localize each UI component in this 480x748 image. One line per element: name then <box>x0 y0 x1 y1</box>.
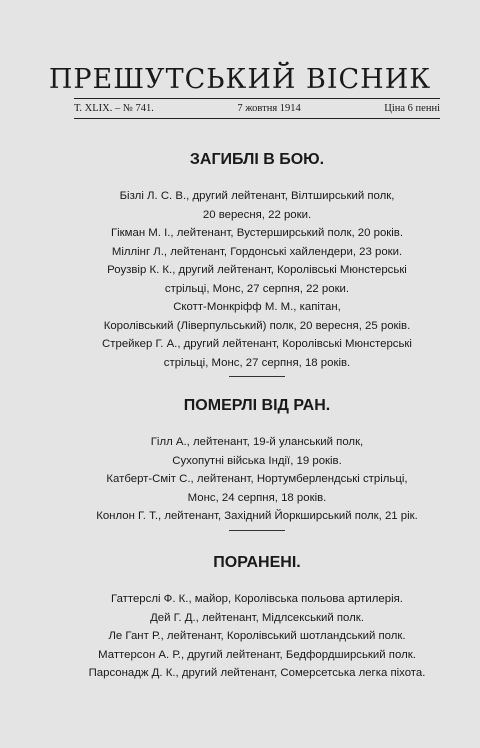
section-heading: ПОРАНЕНІ. <box>213 554 301 571</box>
entry-line: Гаттерслі Ф. К., майор, Королівська польова артилерія. <box>111 593 403 605</box>
entry-line: Скотт-Монкріфф М. М., капітан, <box>173 301 341 313</box>
entry-line: Гілл А., лейтенант, 19-й уланський полк, <box>150 436 364 448</box>
section-divider <box>229 530 285 531</box>
issue-date: 7 жовтня 1914 <box>237 103 301 114</box>
section-died-of-wounds <box>64 397 450 531</box>
entry-line: Гікман М. І., лейтенант, Вустерширський полк, 20 років. <box>110 227 404 239</box>
section-heading: ПОМЕРЛІ ВІД РАН. <box>183 397 331 414</box>
entry-line: Королівський (Ліверпульський) полк, 20 вересня, 25 років. <box>103 319 411 332</box>
newspaper-title: ПРЕШУТСЬКИЙ ВІСНИК <box>48 64 432 95</box>
masthead-rule-bottom <box>74 118 440 119</box>
issue-number: Т. XLIX. – № 741. <box>74 103 154 114</box>
dateline <box>74 103 440 114</box>
section-divider <box>229 376 285 377</box>
entry-line: Бізлі Л. С. В., другий лейтенант, Вілтширський полк, <box>119 190 395 202</box>
entry-line: Сухопутні війська Індії, 19 років. <box>172 454 342 467</box>
entry-line: Маттерсон А. Р., другий лейтенант, Бедфордширський полк. <box>98 648 416 661</box>
masthead-rule-top <box>74 98 440 99</box>
entry-line: 20 вересня, 22 роки. <box>202 208 312 221</box>
entry-line: Конлон Г. Т., лейтенант, Західний Йоркширський полк, 21 рік. <box>96 510 418 522</box>
issue-price: Ціна 6 пенні <box>384 103 440 114</box>
entry-line: стрільці, Монс, 27 серпня, 22 роки. <box>164 282 350 295</box>
entry-line: Ле Гант Р., лейтенант, Королівський шотландський полк. <box>108 630 406 642</box>
section-heading: ЗАГИБЛІ В БОЮ. <box>189 151 325 168</box>
entry-line: Роузвір К. К., другий лейтенант, Королівські Мюнстерські <box>107 264 407 276</box>
entry-line: Дей Г. Д., лейтенант, Мідлсекський полк. <box>150 611 364 624</box>
entry-line: Міллінг Л., лейтенант, Гордонські хайлендери, 23 роки. <box>111 245 403 258</box>
entry-line: Монс, 24 серпня, 18 років. <box>187 491 327 504</box>
section-wounded <box>64 554 450 683</box>
section-killed-in-action <box>64 151 450 377</box>
entry-line: Парсонадж Д. К., другий лейтенант, Сомерсетська легка піхота. <box>88 667 426 679</box>
entry-line: Стрейкер Г. А., другий лейтенант, Королівські Мюнстерські <box>102 338 412 350</box>
entry-line: стрільці, Монс, 27 серпня, 18 років. <box>163 356 351 369</box>
entry-line: Катберт-Сміт С., лейтенант, Нортумберлендські стрільці, <box>106 473 408 485</box>
